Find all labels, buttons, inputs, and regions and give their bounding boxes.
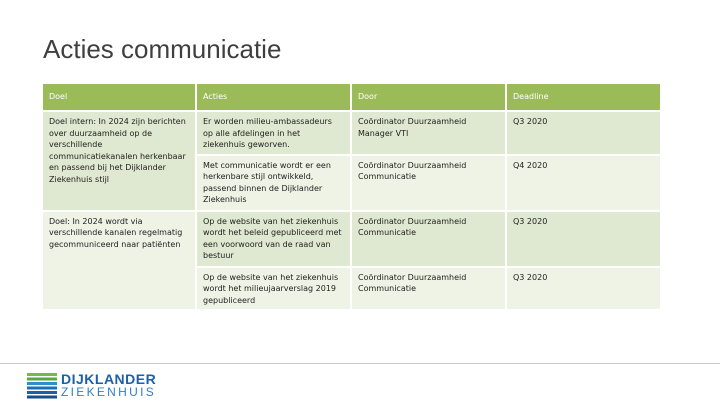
- actions-table: [43, 84, 660, 309]
- logo-line1: DIJKLANDER: [61, 371, 157, 387]
- deadline-cell: Q3 2020: [507, 210, 660, 266]
- header-deadline: Deadline: [507, 84, 660, 110]
- door-cell: Coördinator Duurzaamheid Communicatie: [352, 266, 507, 310]
- goal-cell: Doel intern: In 2024 zijn berichten over duurzaamheid op de verschillende communicatiekanalen herkenbaar en passend bij het Dijklander Ziekenhuis stijl: [43, 110, 197, 210]
- header-doel: Doel: [43, 84, 197, 110]
- door-cell: Coördinator Duurzaamheid Communicatie: [352, 210, 507, 266]
- door-cell: Coördinator Duurzaamheid Manager VTI: [352, 110, 507, 154]
- action-cell: Op de website van het ziekenhuis wordt het milieujaarverslag 2019 gepubliceerd: [197, 266, 352, 310]
- table-row: [43, 110, 660, 154]
- deadline-cell: Q3 2020: [507, 110, 660, 154]
- logo-stripes-icon: [27, 373, 57, 399]
- slide-title: Acties communicatie: [43, 34, 282, 64]
- header-door: Door: [352, 84, 507, 110]
- action-cell: Er worden milieu-ambassadeurs op alle afdelingen in het ziekenhuis geworven.: [197, 110, 352, 154]
- door-cell: Coördinator Duurzaamheid Communicatie: [352, 154, 507, 210]
- deadline-cell: Q4 2020: [507, 154, 660, 210]
- footer-divider: [0, 363, 720, 364]
- action-cell: Op de website van het ziekenhuis wordt het beleid gepubliceerd met een voorwoord van de raad van bestuur: [197, 210, 352, 266]
- deadline-cell: Q3 2020: [507, 266, 660, 310]
- table-header-row: [43, 84, 660, 110]
- logo-line2: ZIEKENHUIS: [61, 385, 157, 399]
- action-cell: Met communicatie wordt er een herkenbare stijl ontwikkeld, passend binnen de Dijklander Ziekenhuis: [197, 154, 352, 210]
- header-acties: Acties: [197, 84, 352, 110]
- dijklander-logo: [27, 371, 167, 399]
- goal-cell: Doel: In 2024 wordt via verschillende kanalen regelmatig gecommuniceerd naar patiënten: [43, 210, 197, 310]
- table-row: [43, 210, 660, 266]
